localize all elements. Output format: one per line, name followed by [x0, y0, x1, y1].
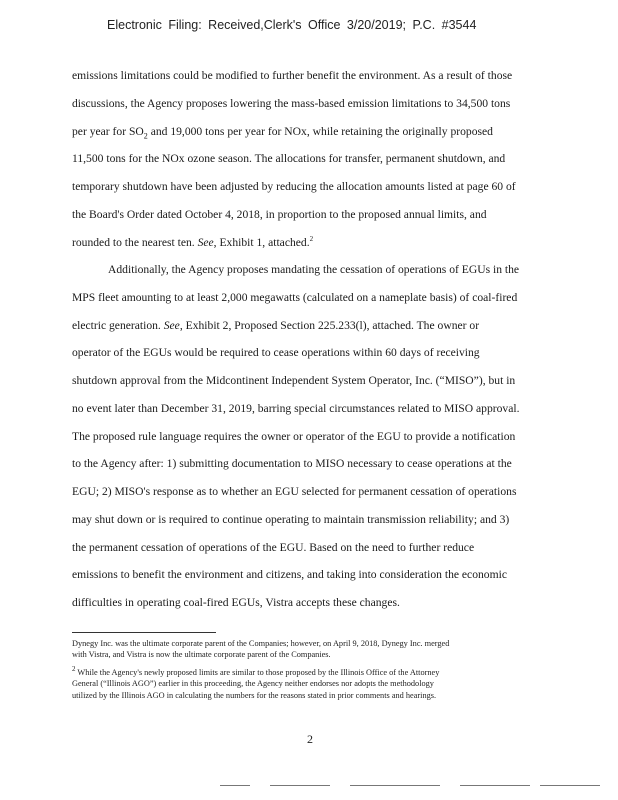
footnote-2	[72, 667, 538, 701]
text-line: may shut down or is required to continue operating to maintain transmission reliability; and 3)	[72, 512, 510, 526]
footnote-marker: 2	[72, 665, 76, 674]
see-signal: See	[197, 235, 214, 249]
paragraph-1	[72, 62, 538, 256]
text-line: difficulties in operating coal-fired EGUs, Vistra accepts these changes.	[72, 596, 400, 609]
text-line: EGU; 2) MISO's response as to whether an EGU selected for permanent cessation of operations	[72, 485, 517, 498]
paragraph-2	[72, 256, 538, 617]
text-line: discussions, the Agency proposes lowering the mass-based emission limitations to 34,500 tons	[72, 96, 511, 110]
text-line: emissions limitations could be modified to further benefit the environment. As a result of those	[72, 69, 513, 82]
footnote-1	[72, 638, 538, 661]
scan-mark	[540, 785, 600, 786]
footnotes	[72, 638, 538, 707]
text-line: MPS fleet amounting to at least 2,000 megawatts (calculated on a nameplate basis) of coal-fired	[72, 290, 518, 304]
footnote-line: General (“Illinois AGO”) earlier in this proceeding, the Agency neither endorses nor adopts the methodology	[72, 679, 434, 689]
text-fragment: , Exhibit 2, Proposed Section 225.233(l), attached. The owner or	[179, 318, 480, 332]
text-line: operator of the EGUs would be required to cease operations within 60 days of receiving	[72, 346, 480, 360]
text-line: no event later than December 31, 2019, barring special circumstances related to MISO approval.	[72, 401, 520, 415]
text-line: to the Agency after: 1) submitting documentation to MISO necessary to cease operations at the	[72, 457, 512, 471]
scan-mark	[220, 785, 250, 786]
text-fragment: rounded to the nearest ten.	[72, 235, 198, 249]
footnote-line: utilized by the Illinois AGO in calculating the numbers for the reasons stated in prior comments and hearings.	[72, 690, 437, 700]
text-line: temporary shutdown have been adjusted by reducing the allocation amounts listed at page 60 of	[72, 180, 516, 193]
text-line: 11,500 tons for the NOx ozone season. The allocations for transfer, permanent shutdown, and	[72, 152, 506, 166]
text-line: the Board's Order dated October 4, 2018, in proportion to the proposed annual limits, and	[72, 207, 487, 221]
text-line: The proposed rule language requires the owner or operator of the EGU to provide a notification	[72, 429, 516, 443]
text-fragment: and 19,000 tons per year for NOx, while retaining the originally proposed	[147, 124, 493, 138]
footnote-line	[72, 667, 538, 678]
scan-mark	[270, 785, 330, 786]
text-line: the permanent cessation of operations of the EGU. Based on the need to further reduce	[72, 540, 475, 554]
text-line: shutdown approval from the Midcontinent Independent System Operator, Inc. (“MISO”), but in	[72, 374, 516, 387]
scan-mark	[460, 785, 530, 786]
filing-header: Electronic Filing: Received,Clerk's Office 3/20/2019; P.C. #3544	[107, 18, 477, 32]
text-line	[72, 229, 538, 257]
see-signal: See	[163, 318, 180, 332]
footnote-ref: 2	[309, 234, 314, 243]
subscript: 2	[143, 130, 148, 140]
page-number: 2	[307, 732, 313, 746]
text-line	[72, 312, 538, 340]
text-fragment: per year for SO	[72, 124, 144, 138]
text-line: Additionally, the Agency proposes mandating the cessation of operations of EGUs in the	[108, 263, 520, 276]
text-fragment: While the Agency's newly proposed limits are similar to those proposed by the Illinois Office of the Attorney	[75, 667, 440, 677]
text-fragment: , Exhibit 1, attached.	[213, 235, 310, 249]
text-line: emissions to benefit the environment and citizens, and taking into consideration the economic	[72, 568, 507, 582]
scan-artifact-line	[220, 785, 610, 791]
text-line	[72, 118, 538, 146]
footnote-divider	[72, 632, 216, 633]
text-fragment: electric generation.	[72, 318, 164, 332]
footnote-line: with Vistra, and Vistra is now the ultimate corporate parent of the Companies.	[72, 650, 331, 660]
scan-mark	[350, 785, 440, 786]
footnote-line: Dynegy Inc. was the ultimate corporate parent of the Companies; however, on April 9, 2018, Dynegy Inc. merged	[72, 639, 450, 648]
